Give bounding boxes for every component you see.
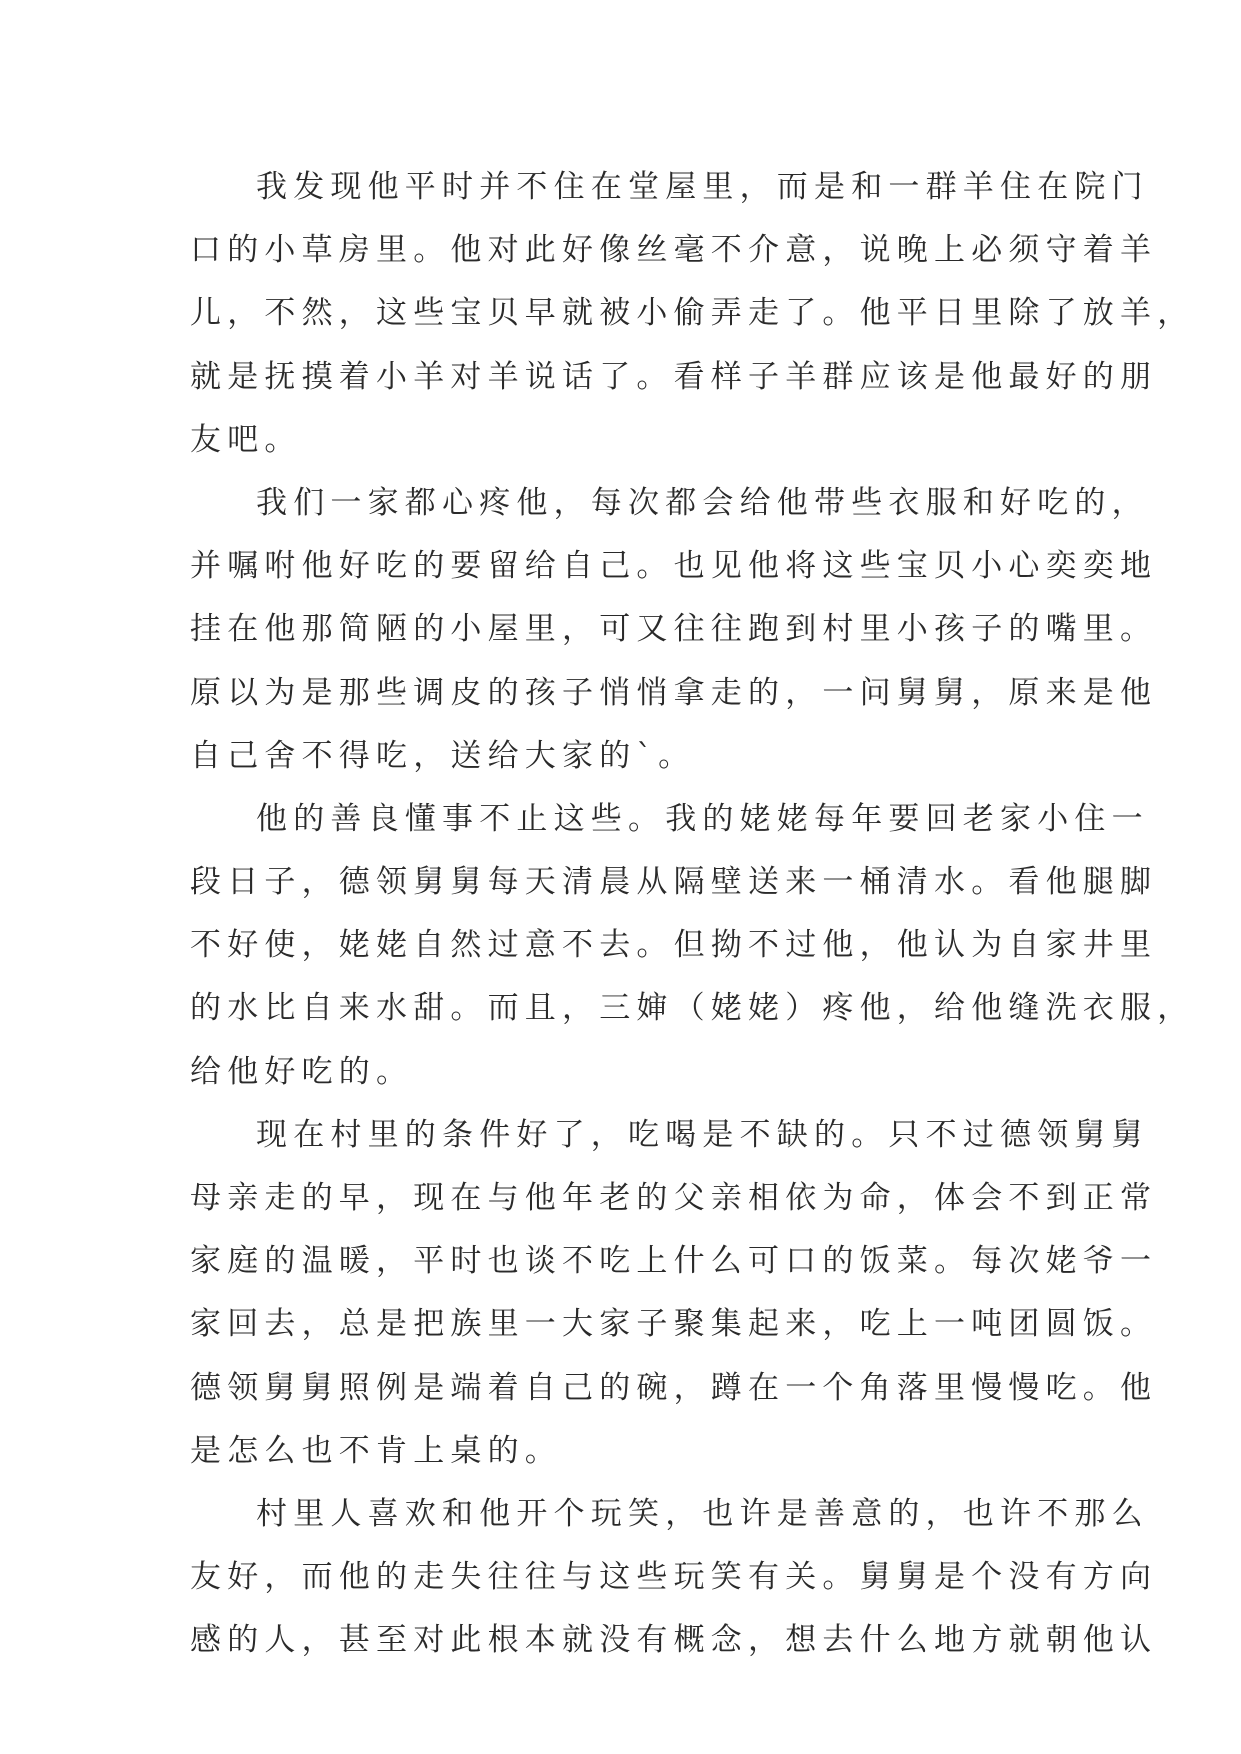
paragraph-4-line-1: 现在村里的条件好了，吃喝是不缺的。只不过德领舅舅 — [256, 1116, 1149, 1153]
paragraph-2-line-4: 原以为是那些调皮的孩子悄悄拿走的，一问舅舅，原来是他 — [190, 674, 1158, 711]
paragraph-2-line-3: 挂在他那简陋的小屋里，可又往往跑到村里小孩子的嘴里。 — [190, 611, 1158, 648]
paragraph-1-line-1: 我发现他平时并不住在堂屋里，而是和一群羊住在院门 — [256, 169, 1149, 205]
paragraph-2-line-1: 我们一家都心疼他，每次都会给他带些衣服和好吃的， — [256, 484, 1149, 521]
paragraph-3-line-3: 不好使，姥姥自然过意不去。但拗不过他，他认为自家井里 — [190, 927, 1158, 964]
paragraph-3-line-1: 他的善良懂事不止这些。我的姥姥每年要回老家小住一 — [256, 800, 1149, 837]
paragraph-2-line-5: 自己舍不得吃，送给大家的`。 — [190, 737, 696, 774]
paragraph-5-line-1: 村里人喜欢和他开个玩笑，也许是善意的，也许不那么 — [256, 1495, 1149, 1532]
paragraph-1-line-4: 就是抚摸着小羊对羊说话了。看样子羊群应该是他最好的朋 — [190, 358, 1158, 395]
paragraph-1-line-5: 友吧。 — [190, 421, 302, 458]
paragraph-4-line-6: 是怎么也不肯上桌的。 — [190, 1432, 562, 1469]
paragraph-4-line-4: 家回去，总是把族里一大家子聚集起来，吃上一吨团圆饭。 — [190, 1306, 1158, 1343]
paragraph-4-line-2: 母亲走的早，现在与他年老的父亲相依为命，体会不到正常 — [190, 1180, 1158, 1216]
paragraph-3-line-5: 给他好吃的。 — [190, 1053, 414, 1090]
paragraph-4-line-5: 德领舅舅照例是端着自己的碗，蹲在一个角落里慢慢吃。他 — [190, 1369, 1158, 1406]
paragraph-1-line-2: 口的小草房里。他对此好像丝毫不介意，说晚上必须守着羊 — [190, 232, 1158, 269]
paragraph-2-line-2: 并嘱咐他好吃的要留给自己。也见他将这些宝贝小心奕奕地 — [190, 548, 1158, 585]
body-text — [190, 156, 1195, 1673]
paragraph-4-line-3: 家庭的温暖，平时也谈不吃上什么可口的饭菜。每次姥爷一 — [190, 1243, 1158, 1280]
paragraph-3-line-2: 段日子，德领舅舅每天清晨从隔壁送来一桶清水。看他腿脚 — [190, 864, 1158, 901]
paragraph-5-line-3: 感的人，甚至对此根本就没有概念，想去什么地方就朝他认 — [190, 1622, 1158, 1659]
paragraph-1-line-3: 儿，不然，这些宝贝早就被小偷弄走了。他平日里除了放羊， — [190, 295, 1195, 332]
paragraph-3-line-4: 的水比自来水甜。而且，三婶（姥姥）疼他，给他缝洗衣服， — [190, 990, 1195, 1027]
paragraph-5-line-2: 友好，而他的走失往往与这些玩笑有关。舅舅是个没有方向 — [190, 1559, 1158, 1596]
